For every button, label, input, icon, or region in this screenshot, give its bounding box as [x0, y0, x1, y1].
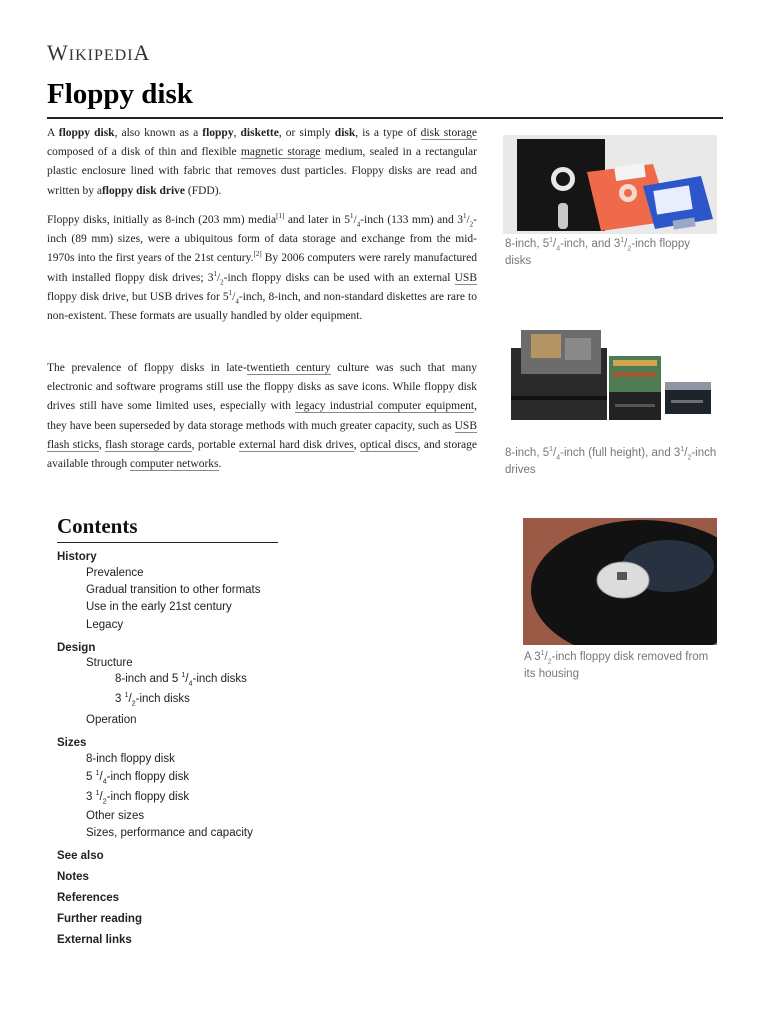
lead-paragraph-1: A floppy disk, also known as a floppy, diskette, or simply disk, is a type of disk storage composed of a disk of thin and flexible magnetic storage medium, sealed in a rectangular plastic enclosure lined with fabric that removes dust particles. Floppy disks are read and written by afloppy disk drive (FDD).	[47, 127, 478, 197]
link-twentieth-century[interactable]: twentieth century	[246, 362, 331, 374]
toc-item-notes[interactable]: Notes	[57, 871, 89, 883]
citation-2[interactable]: [2]	[253, 250, 262, 259]
toc-item-3-half-floppy[interactable]: 3 $^1/_2$-inch floppy disk	[86, 790, 190, 806]
toc-item-history[interactable]: History	[57, 551, 97, 563]
toc-item-early-21st-century[interactable]: Use in the early 21st century	[86, 601, 232, 613]
toc-item-see-also[interactable]: See also	[57, 850, 104, 862]
link-computer-networks[interactable]: computer networks	[130, 458, 219, 471]
floppy-drives-photo[interactable]	[505, 312, 717, 425]
lead-paragraph-3: The prevalence of floppy disks in late-twentieth century culture was such that many electronic and software programs still use the floppy disks as save icons. While floppy disk drives still have some limited uses, especially with legacy industrial computer equipment, they have been superseded by data storage methods with much greater capacity, such as USB flash sticks, flash storage cards, portable external hard disk drives, optical discs, and storage available through computer networks.	[47, 362, 478, 471]
toc-item-3-half-disks[interactable]: 3 $^1/_2$-inch disks	[115, 692, 190, 708]
toc-item-8inch-5-quarter-disks[interactable]: 8-inch and 5 $^1/_4$-inch disks	[115, 672, 247, 688]
toc-item-references[interactable]: References	[57, 892, 120, 904]
contents-rule	[57, 542, 278, 543]
toc-item-legacy[interactable]: Legacy	[86, 619, 124, 631]
link-magnetic-storage[interactable]: magnetic storage	[240, 146, 321, 159]
toc-item-sizes[interactable]: Sizes	[57, 737, 87, 749]
link-optical-discs[interactable]: optical discs	[359, 438, 418, 451]
toc-item-operation[interactable]: Operation	[86, 714, 137, 726]
page-title: Floppy disk	[47, 78, 193, 110]
wikipedia-wordmark[interactable]: WIKIPEDIA	[47, 40, 151, 65]
title-rule	[47, 117, 723, 119]
toc-item-further-reading[interactable]: Further reading	[57, 913, 142, 925]
toc-item-prevalence[interactable]: Prevalence	[86, 567, 144, 579]
link-usb-flash-sticks[interactable]: USB flash sticks	[47, 419, 477, 451]
toc-item-sizes-performance-capacity[interactable]: Sizes, performance and capacity	[86, 827, 253, 839]
link-legacy-industrial-computer-equipment[interactable]: legacy industrial computer equipment	[295, 400, 475, 413]
toc-item-structure[interactable]: Structure	[86, 657, 133, 669]
link-disk-storage[interactable]: disk storage	[420, 127, 478, 139]
toc-item-gradual-transition[interactable]: Gradual transition to other formats	[86, 584, 261, 596]
figure-caption-removed-disk: A $3^1/_2$-inch floppy disk removed from its housing	[524, 650, 709, 680]
figure-caption-drives: 8-inch, $5^1/_4$-inch (full height), and $3^1/_2$-inch drives	[505, 446, 717, 476]
contents-heading: Contents	[57, 514, 138, 538]
floppy-disks-photo[interactable]	[503, 135, 717, 234]
citation-1[interactable]: [1]	[276, 212, 285, 221]
floppy-disk-removed-photo[interactable]	[523, 518, 717, 645]
toc-item-other-sizes[interactable]: Other sizes	[86, 810, 145, 822]
toc-item-5-quarter-floppy[interactable]: 5 $^1/_4$-inch floppy disk	[86, 770, 190, 786]
lead-paragraph-2: Floppy disks, initially as 8-inch (203 mm) media[1] and later in $5^1/_4$-inch (133 mm) and $3^1/_2$-inch (89 mm) sizes, were a ubiquitous form of data storage and exchange from the mid-1970s into the first years of the 21st century.[2] By 2006 computers were rarely manufactured with installed floppy disk drives; $3^1/_2$-inch floppy disks can be used with an external USB floppy disk drive, but USB drives for $5^1/_4$-inch, 8-inch, and non-standard diskettes are rare to non-existent. These formats are usually handled by older equipment.	[47, 212, 478, 323]
toc-item-design[interactable]: Design	[57, 642, 96, 654]
toc-item-external-links[interactable]: External links	[57, 934, 132, 946]
link-flash-storage-cards[interactable]: flash storage cards	[105, 438, 192, 451]
link-external-hard-disk-drives[interactable]: external hard disk drives	[238, 438, 354, 451]
toc-item-8inch-floppy[interactable]: 8-inch floppy disk	[86, 753, 175, 765]
figure-caption-disks: 8-inch, $5^1/_4$-inch, and $3^1/_2$-inch floppy disks	[505, 237, 691, 267]
link-usb[interactable]: USB	[454, 271, 477, 284]
